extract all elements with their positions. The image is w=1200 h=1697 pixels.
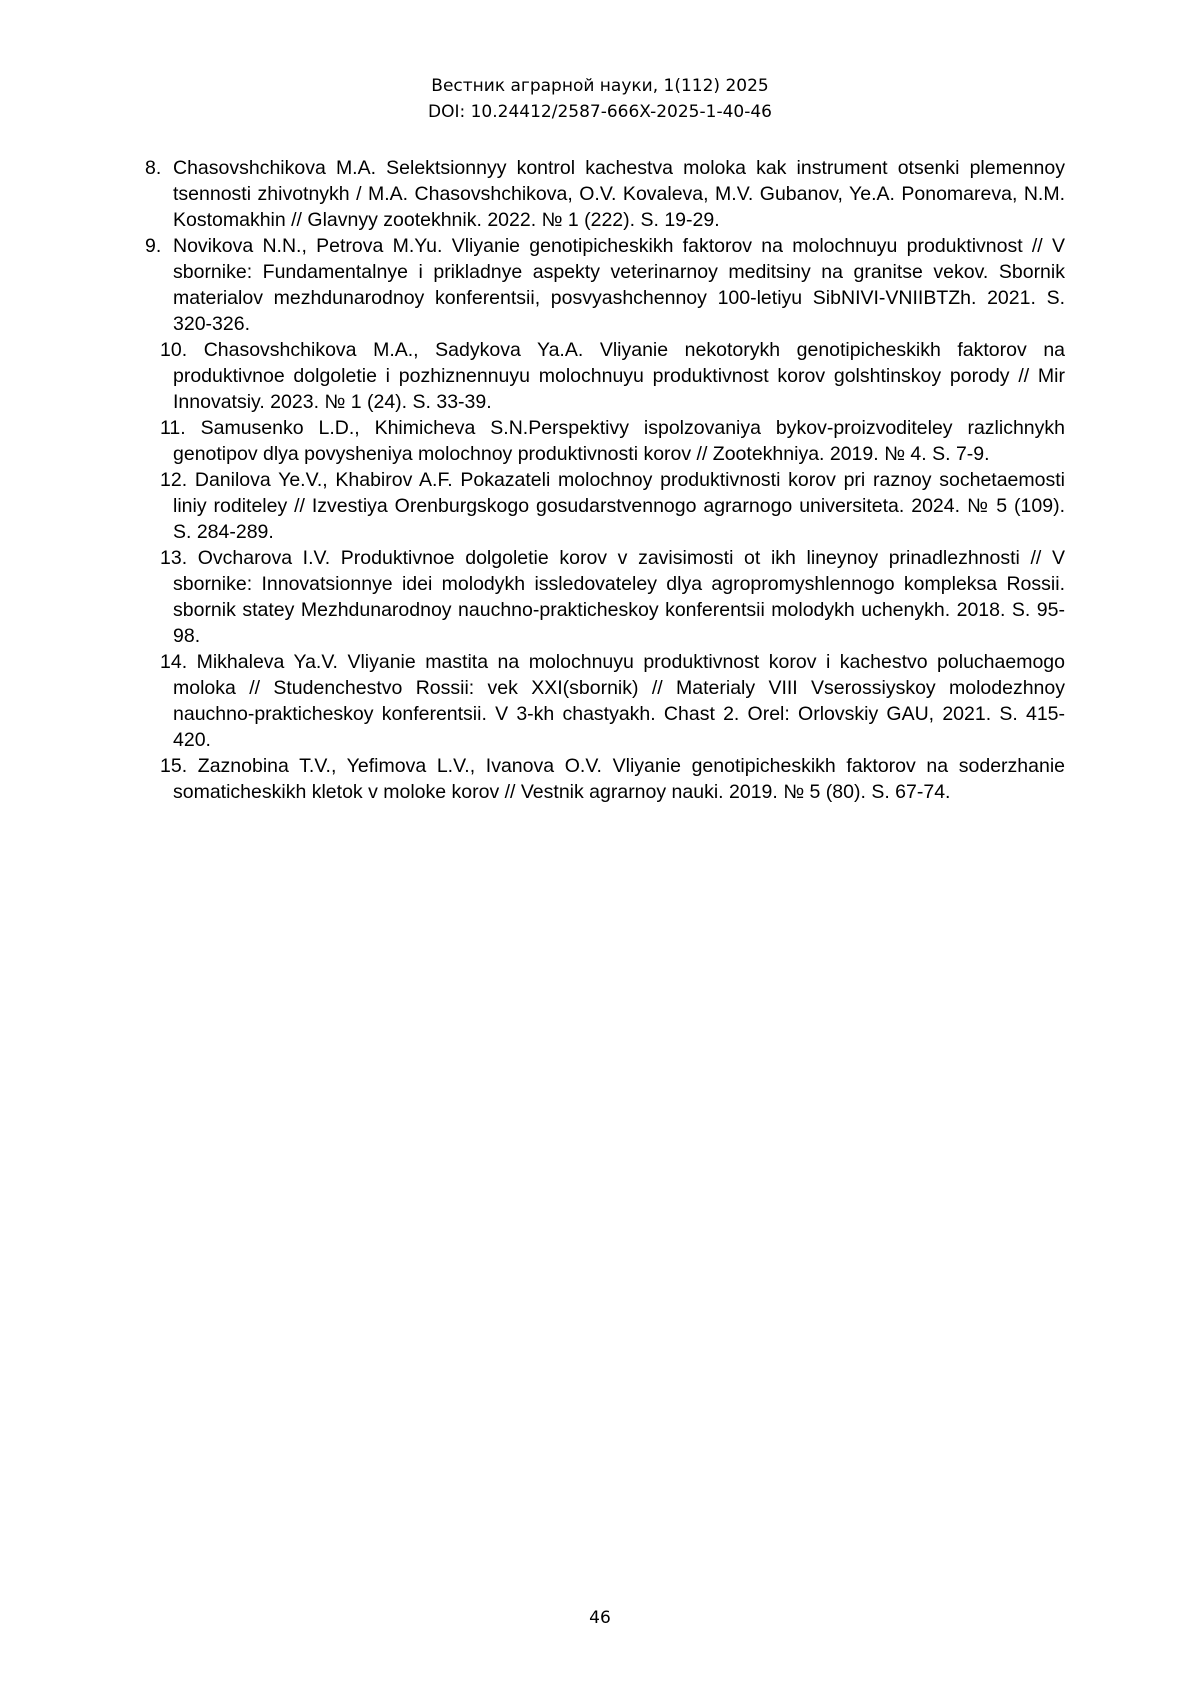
reference-number: 13. <box>160 547 188 569</box>
reference-item <box>145 649 1065 753</box>
reference-text <box>145 337 1065 415</box>
reference-item <box>145 467 1065 545</box>
reference-list <box>145 155 1065 805</box>
reference-text-body: Ovcharova I.V. Produktivnoe dolgoletie korov v zavisimosti ot ikh lineynoy prinadlezhnosti // V sbornike: Innovatsionnye idei molodykh issledovateley dlya agropromyshlennogo kompleksa Rossii. sbornik statey Mezhdunarodnoy nauchno-prakticheskoy konferentsii molodykh uchenykh. 2018. S. 95-98. <box>173 547 1065 647</box>
reference-text-body: Danilova Ye.V., Khabirov A.F. Pokazateli molochnoy produktivnosti korov pri raznoy sochetaemosti liniy roditeley // Izvestiya Orenburgskogo gosudarstvennogo agrarnogo universiteta. 2024. № 5 (109). S. 284-289. <box>173 469 1065 543</box>
reference-text-body: Zaznobina T.V., Yefimova L.V., Ivanova O.V. Vliyanie genotipicheskikh faktorov na soderzhanie somaticheskikh kletok v moloke korov // Vestnik agrarnoy nauki. 2019. № 5 (80). S. 67-74. <box>173 755 1066 803</box>
reference-text-body: Mikhaleva Ya.V. Vliyanie mastita na molochnuyu produktivnost korov i kachestvo poluchaemogo moloka // Studenchestvo Rossii: vek XXI(sbornik) // Materialy VIII Vserossiyskoy molodezhnoy nauchno-prakticheskoy konferentsii. V 3-kh chastyakh. Chast 2. Orel: Orlovskiy GAU, 2021. S. 415-420. <box>173 651 1065 751</box>
reference-number: 9. <box>145 235 162 257</box>
reference-text <box>145 415 1065 467</box>
doi-line: DOI: 10.24412/2587-666X-2025-1-40-46 <box>428 102 772 122</box>
reference-text <box>145 467 1065 545</box>
reference-text: Novikova N.N., Petrova M.Yu. Vliyanie genotipicheskikh faktorov na molochnuyu produktivnost // V sbornike: Fundamentalnye i prikladnye aspekty veterinarnoy meditsiny na granitse vekov. Sbornik materialov mezhdunarodnoy konferentsii, posvyashchennoy 100-letiyu SibNIVI-VNIIBTZh. 2021. S. 320-326. <box>173 235 1065 335</box>
reference-number: 10. <box>160 339 188 361</box>
reference-item <box>145 233 1065 337</box>
reference-text: Chasovshchikova M.A. Selektsionnyy kontrol kachestva moloka kak instrument otsenki plemennoy tsennosti zhivotnykh / M.A. Chasovshchikova, O.V. Kovaleva, M.V. Gubanov, Ye.A. Ponomareva, N.M. Kostomakhin // Glavnyy zootekhnik. 2022. № 1 (222). S. 19-29. <box>173 157 1065 231</box>
reference-number: 11. <box>160 417 186 439</box>
reference-number: 15. <box>160 755 188 777</box>
journal-title: Вестник аграрной науки, 1(112) 2025 <box>431 76 769 96</box>
page-number: 46 <box>589 1608 611 1628</box>
reference-number: 8. <box>145 157 162 179</box>
reference-item <box>145 155 1065 233</box>
reference-number: 12. <box>160 469 188 491</box>
reference-text-body: Samusenko L.D., Khimicheva S.N.Perspektivy ispolzovaniya bykov-proizvoditeley razlichnykh genotipov dlya povysheniya molochnoy produktivnosti korov // Zootekhniya. 2019. № 4. S. 7-9. <box>173 417 1065 465</box>
reference-item <box>145 753 1065 805</box>
reference-item <box>145 415 1065 467</box>
reference-text <box>145 649 1065 753</box>
reference-text-body: Chasovshchikova M.A., Sadykova Ya.A. Vliyanie nekotorykh genotipicheskikh faktorov na produktivnoe dolgoletie i pozhiznennuyu molochnuyu produktivnost korov golshtinskoy porody // Mir Innovatsiy. 2023. № 1 (24). S. 33-39. <box>173 339 1066 413</box>
reference-text <box>145 545 1065 649</box>
running-header <box>0 73 1200 125</box>
reference-item <box>145 545 1065 649</box>
reference-number: 14. <box>160 651 188 673</box>
reference-text <box>145 753 1065 805</box>
reference-item <box>145 337 1065 415</box>
